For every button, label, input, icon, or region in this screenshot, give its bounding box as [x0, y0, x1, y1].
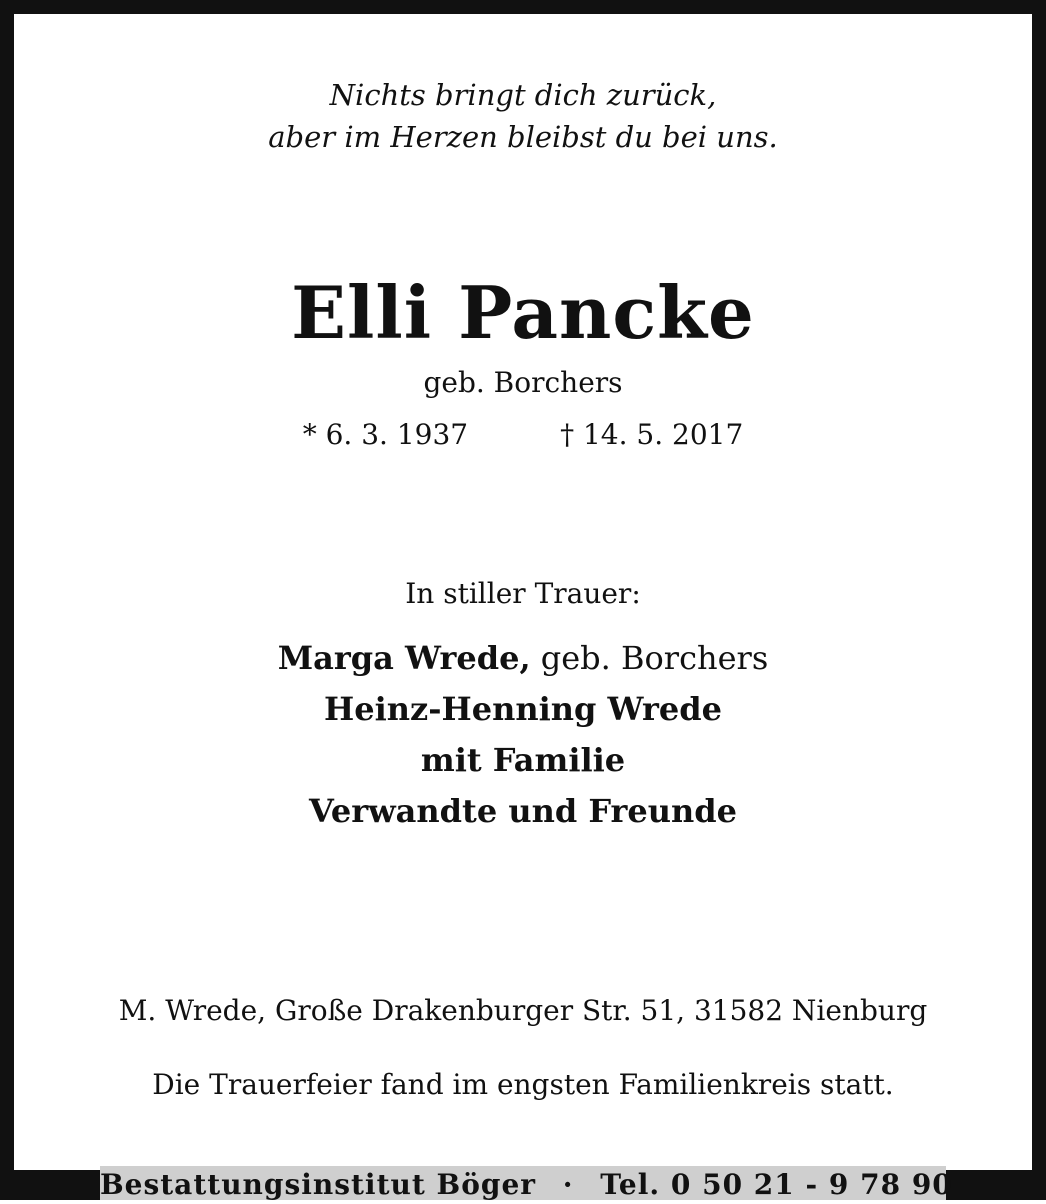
- motto: [0, 74, 1046, 158]
- death-date: † 14. 5. 2017: [560, 418, 744, 451]
- undertaker-phone: Tel. 0 50 21 - 9 78 90: [600, 1168, 953, 1201]
- mourners-list: [0, 633, 1046, 837]
- motto-line-2: aber im Herzen bleibst du bei uns.: [268, 120, 778, 154]
- birth-name: geb. Borchers: [423, 366, 623, 399]
- mourner-1-birth-name: geb. Borchers: [530, 639, 769, 677]
- undertaker-footer: [100, 1166, 953, 1201]
- life-dates: [0, 418, 1046, 451]
- mourning-intro: In stiller Trauer:: [405, 577, 641, 610]
- contact-address: M. Wrede, Große Drakenburger Str. 51, 31582 Nienburg: [118, 994, 928, 1027]
- birth-date: * 6. 3. 1937: [302, 418, 469, 451]
- mourner-1-name: Marga Wrede,: [277, 639, 531, 677]
- motto-line-1: Nichts bringt dich zurück,: [329, 78, 717, 112]
- mourner-2: Heinz-Henning Wrede: [324, 690, 722, 728]
- mourner-relatives: Verwandte und Freunde: [309, 792, 737, 830]
- undertaker-name: Bestattungsinstitut Böger: [100, 1168, 537, 1201]
- mourner-1: [0, 633, 1046, 684]
- mourner-family: mit Familie: [420, 741, 626, 779]
- deceased-name: Elli Pancke: [291, 270, 755, 355]
- service-note: Die Trauerfeier fand im engsten Familienkreis statt.: [152, 1068, 894, 1101]
- footer-separator: ·: [562, 1168, 574, 1201]
